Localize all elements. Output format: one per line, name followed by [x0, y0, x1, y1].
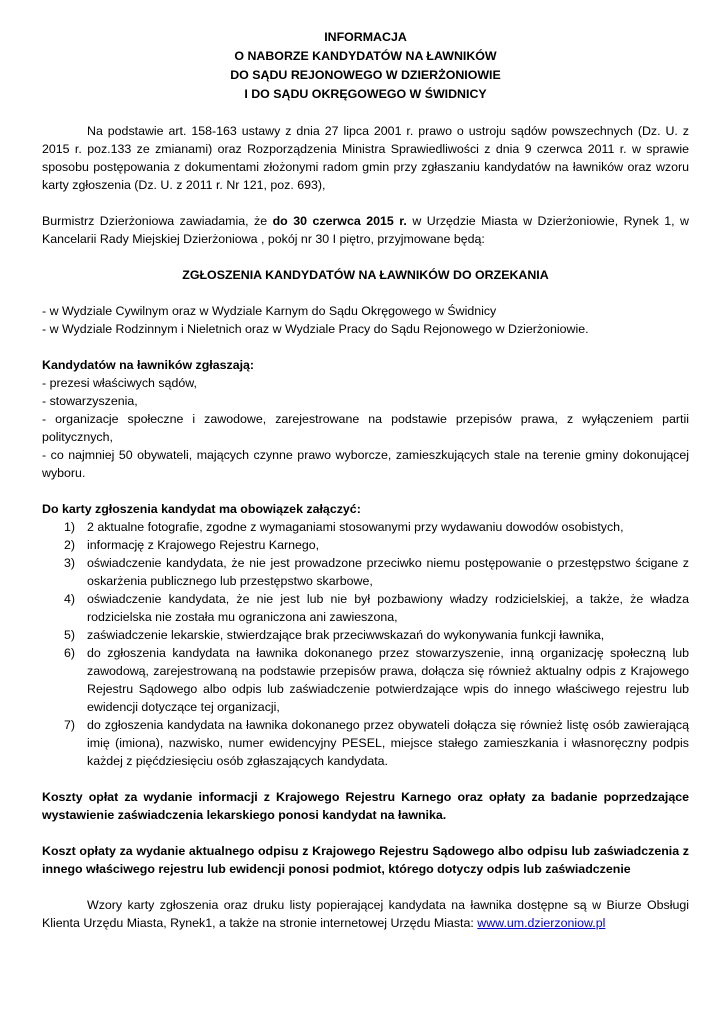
- attachment-text: 2 aktualne fotografie, zgodne z wymaganiami stosowanymi przy wydawaniu dowodów osobistych,: [87, 520, 624, 534]
- attachment-item: [42, 626, 689, 644]
- title-line-4: I DO SĄDU OKRĘGOWEGO W ŚWIDNICY: [244, 87, 487, 101]
- nominator-item: - co najmniej 50 obywateli, mających czynne prawo wyborcze, zamieszkujących stale na terenie gminy dokonującej wyboru.: [42, 448, 689, 480]
- nominator-item: - organizacje społeczne i zawodowe, zarejestrowane na podstawie przepisów prawa, z wyłączeniem partii politycznych,: [42, 412, 689, 444]
- announcement-after: w Urzędzie Miasta w Dzierżoniowie, Rynek 1, w Kancelarii Rady Miejskiej Dzierżoniowa , pokój nr 30 I piętro, przyjmowane będą:: [42, 214, 689, 246]
- section-heading: ZGŁOSZENIA KANDYDATÓW NA ŁAWNIKÓW DO ORZEKANIA: [182, 268, 549, 282]
- attachment-number: 7): [64, 718, 76, 732]
- departments-list: [42, 302, 689, 338]
- attachment-number: 3): [64, 556, 76, 570]
- title-line-2: O NABORZE KANDYDATÓW NA ŁAWNIKÓW: [234, 49, 497, 63]
- attachment-item: [42, 590, 689, 626]
- attachment-number: 2): [64, 538, 76, 552]
- attachment-number: 1): [64, 520, 76, 534]
- department-item: - w Wydziale Rodzinnym i Nieletnich oraz w Wydziale Pracy do Sądu Rejonowego w Dzierżoniowie.: [42, 322, 589, 336]
- attachments-list: [42, 518, 689, 770]
- attachment-item: [42, 554, 689, 590]
- website-link[interactable]: www.um.dzierzoniow.pl: [477, 916, 606, 930]
- document-title: [42, 28, 689, 104]
- nominators-section: [42, 356, 689, 482]
- attachment-text: oświadczenie kandydata, że nie jest prowadzone przeciwko niemu postępowanie o przestępstwo ścigane z oskarżenia publicznego lub przestępstwo skarbowe,: [87, 556, 689, 588]
- attachments-heading: Do karty zgłoszenia kandydat ma obowiązek załączyć:: [42, 502, 361, 516]
- title-line-3: DO SĄDU REJONOWEGO W DZIERŻONIOWIE: [230, 68, 501, 82]
- attachment-text: oświadczenie kandydata, że nie jest lub nie był pozbawiony władzy rodzicielskiej, a także, że władza rodzicielska nie została mu ograniczona ani zawieszona,: [87, 592, 689, 624]
- intro-paragraph: Na podstawie art. 158-163 ustawy z dnia 27 lipca 2001 r. prawo o ustroju sądów powszechnych (Dz. U. z 2015 r. poz.133 ze zmianami) oraz Rozporządzenia Ministra Sprawiedliwości z dnia 9 czerwca 2011 r. w sprawie sposobu postępowania z dokumentami złożonymi radom gmin przy zgłaszaniu kandydatów na ławników oraz wzoru karty zgłoszenia (Dz. U. z 2011 r. Nr 121, poz. 693),: [42, 124, 689, 192]
- attachment-number: 5): [64, 628, 76, 642]
- nominator-item: - stowarzyszenia,: [42, 394, 138, 408]
- attachment-item: [42, 536, 689, 554]
- attachment-text: zaświadczenie lekarskie, stwierdzające brak przeciwwskazań do wykonywania funkcji ławnika,: [87, 628, 605, 642]
- attachment-item: [42, 518, 689, 536]
- costs-paragraph-1: Koszty opłat za wydanie informacji z Krajowego Rejestru Karnego oraz opłaty za badanie poprzedzające wystawienie zaświadczenia lekarskiego ponosi kandydat na ławnika.: [42, 790, 689, 822]
- announcement-before: Burmistrz Dzierżoniowa zawiadamia, że: [42, 214, 273, 228]
- attachment-item: [42, 716, 689, 770]
- attachment-text: informację z Krajowego Rejestru Karnego,: [87, 538, 320, 552]
- attachment-text: do zgłoszenia kandydata na ławnika dokonanego przez stowarzyszenie, inną organizację społeczną lub zawodową, zarejestrowaną na podstawie przepisów prawa, dołącza się również aktualny odpis z Krajowego Rejestru Sądowego albo odpis lub zaświadczenie potwierdzające wpis do innego właściwego rejestru lub ewidencji dotyczące tej organizacji,: [87, 646, 689, 714]
- attachment-number: 4): [64, 592, 76, 606]
- attachment-item: [42, 644, 689, 716]
- title-line-1: INFORMACJA: [324, 30, 407, 44]
- document-page: [42, 28, 689, 932]
- nominators-heading: Kandydatów na ławników zgłaszają:: [42, 358, 255, 372]
- announcement-deadline: do 30 czerwca 2015 r.: [272, 214, 407, 228]
- nominator-item: - prezesi właściwych sądów,: [42, 376, 197, 390]
- attachments-section: [42, 500, 689, 770]
- costs-paragraph-2: Koszt opłaty za wydanie aktualnego odpisu z Krajowego Rejestru Sądowego albo odpisu lub zaświadczenia z innego właściwego rejestru lub ewidencji ponosi podmiot, którego dotyczy odpis lub zaświadczenie: [42, 844, 689, 876]
- announcement-paragraph: [42, 212, 689, 248]
- attachment-text: do zgłoszenia kandydata na ławnika dokonanego przez obywateli dołącza się również listę osób zawierającą imię (imiona), nazwisko, numer ewidencyjny PESEL, miejsce stałego zamieszkania i własnoręczny podpis każdej z pięćdziesięciu osób zgłaszających kandydata.: [87, 718, 689, 768]
- attachment-number: 6): [64, 646, 76, 660]
- forms-paragraph: [42, 896, 689, 932]
- department-item: - w Wydziale Cywilnym oraz w Wydziale Karnym do Sądu Okręgowego w Świdnicy: [42, 304, 497, 318]
- forms-text: Wzory karty zgłoszenia oraz druku listy popierającej kandydata na ławnika dostępne są w Biurze Obsługi Klienta Urzędu Miasta, Rynek1, a także na stronie internetowej Urzędu Miasta:: [42, 898, 689, 930]
